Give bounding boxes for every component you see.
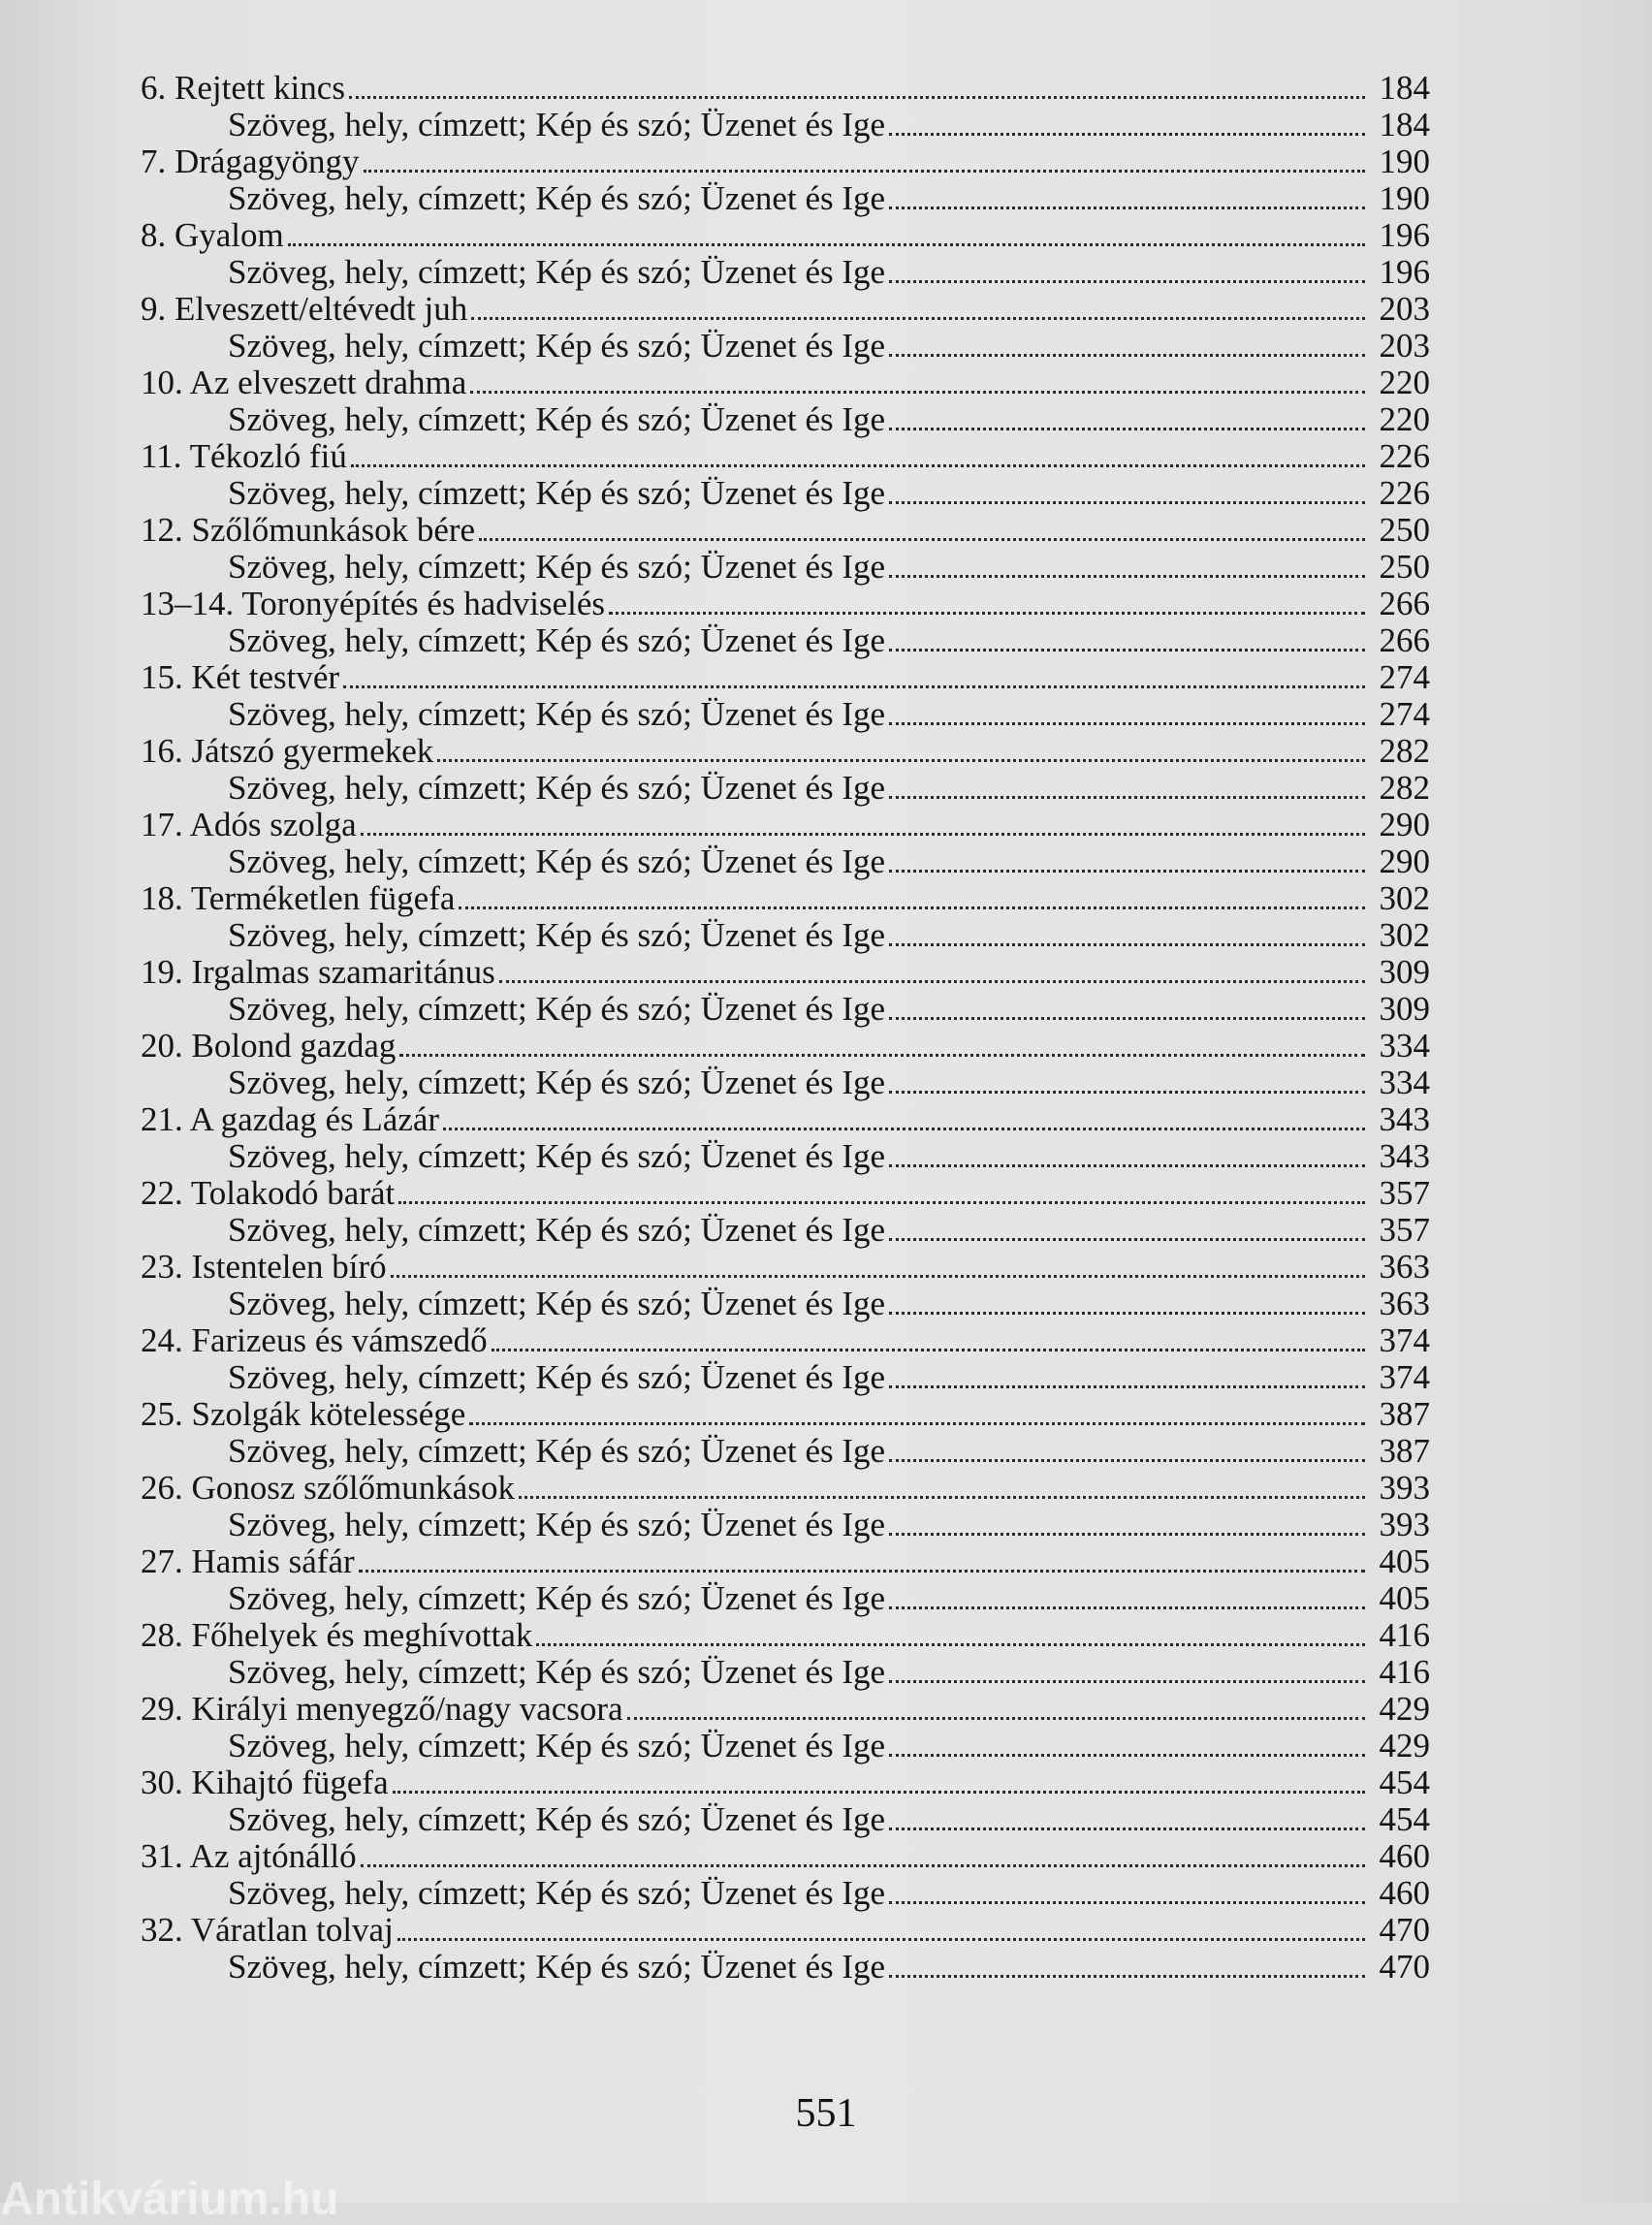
toc-entry bbox=[141, 1175, 1430, 1249]
toc-subentry-title: Szöveg, hely, címzett; Kép és szó; Üzenet és Ige bbox=[228, 1506, 886, 1543]
toc-subentry-title: Szöveg, hely, címzett; Kép és szó; Üzenet és Ige bbox=[228, 769, 886, 807]
toc-entry-line bbox=[141, 954, 1430, 991]
toc-subentry-line bbox=[141, 917, 1430, 954]
toc-entry-title: 23. Istentelen bíró bbox=[141, 1248, 387, 1286]
toc-subentry-title: Szöveg, hely, címzett; Kép és szó; Üzenet és Ige bbox=[228, 548, 886, 586]
dot-leader bbox=[889, 501, 1365, 504]
dot-leader bbox=[889, 870, 1365, 873]
toc-subentry-page: 460 bbox=[1379, 1874, 1430, 1912]
toc-subentry-line bbox=[141, 770, 1430, 807]
dot-leader bbox=[361, 1864, 1365, 1867]
toc-subentry-line bbox=[141, 1138, 1430, 1175]
dot-leader bbox=[889, 1680, 1365, 1683]
toc-entry bbox=[141, 954, 1430, 1028]
toc-subentry-title: Szöveg, hely, címzett; Kép és szó; Üzenet és Ige bbox=[228, 990, 886, 1028]
toc-subentry-page: 196 bbox=[1379, 253, 1430, 291]
toc-subentry-page: 357 bbox=[1379, 1211, 1430, 1249]
dot-leader bbox=[391, 1275, 1365, 1278]
dot-leader bbox=[479, 538, 1365, 541]
toc-entry-page: 184 bbox=[1379, 69, 1430, 107]
toc-subentry-line bbox=[141, 843, 1430, 880]
toc-subentry-title: Szöveg, hely, címzett; Kép és szó; Üzenet és Ige bbox=[228, 106, 886, 143]
toc-entry-line bbox=[141, 733, 1430, 770]
toc-entry-line bbox=[141, 291, 1430, 328]
toc-entry-title: 29. Királyi menyegző/nagy vacsora bbox=[141, 1690, 623, 1728]
toc-entry-line bbox=[141, 1691, 1430, 1728]
dot-leader bbox=[437, 759, 1365, 762]
toc-entry-page: 250 bbox=[1379, 511, 1430, 549]
toc-subentry-line bbox=[141, 549, 1430, 586]
toc-entry bbox=[141, 1691, 1430, 1764]
dot-leader bbox=[889, 1385, 1365, 1388]
toc-entry-page: 460 bbox=[1379, 1837, 1430, 1875]
dot-leader bbox=[471, 317, 1365, 320]
dot-leader bbox=[889, 575, 1365, 578]
toc-entry-line bbox=[141, 807, 1430, 843]
toc-entry-line bbox=[141, 1396, 1430, 1433]
toc-entry-title: 25. Szolgák kötelessége bbox=[141, 1395, 466, 1433]
toc-subentry-title: Szöveg, hely, címzett; Kép és szó; Üzenet és Ige bbox=[228, 916, 886, 954]
dot-leader bbox=[889, 1901, 1365, 1904]
toc-entry-line bbox=[141, 1543, 1430, 1580]
toc-entry bbox=[141, 1912, 1430, 1986]
toc-entry-title: 27. Hamis sáfár bbox=[141, 1542, 355, 1580]
toc-subentry-line bbox=[141, 328, 1430, 365]
toc-subentry-page: 416 bbox=[1379, 1653, 1430, 1691]
dot-leader bbox=[492, 1349, 1365, 1351]
dot-leader bbox=[393, 1791, 1365, 1794]
toc-entry-page: 357 bbox=[1379, 1174, 1430, 1212]
toc-entry-title: 16. Játszó gyermekek bbox=[141, 732, 434, 770]
toc-entry bbox=[141, 1470, 1430, 1543]
toc-subentry-page: 393 bbox=[1379, 1506, 1430, 1543]
toc-entry-line bbox=[141, 70, 1430, 107]
toc-entry bbox=[141, 880, 1430, 954]
toc-entry-page: 290 bbox=[1379, 806, 1430, 843]
dot-leader bbox=[889, 1754, 1365, 1757]
toc-subentry-title: Szöveg, hely, címzett; Kép és szó; Üzenet és Ige bbox=[228, 1874, 886, 1912]
dot-leader bbox=[343, 685, 1365, 688]
toc-entry-title: 8. Gyalom bbox=[141, 216, 284, 254]
toc-entry-page: 363 bbox=[1379, 1248, 1430, 1286]
toc-entry-line bbox=[141, 1175, 1430, 1212]
toc-entry-line bbox=[141, 1028, 1430, 1065]
toc-subentry-line bbox=[141, 1065, 1430, 1101]
toc-subentry-page: 343 bbox=[1379, 1137, 1430, 1175]
toc-subentry-page: 190 bbox=[1379, 179, 1430, 217]
toc-entry bbox=[141, 217, 1430, 291]
toc-entry-title: 20. Bolond gazdag bbox=[141, 1027, 397, 1065]
toc-entry-line bbox=[141, 1912, 1430, 1949]
toc-entry-title: 13–14. Toronyépítés és hadviselés bbox=[141, 585, 606, 622]
toc-entry bbox=[141, 586, 1430, 659]
toc-subentry-page: 203 bbox=[1379, 327, 1430, 365]
toc-entry-line bbox=[141, 365, 1430, 401]
toc-subentry-line bbox=[141, 475, 1430, 512]
toc-entry bbox=[141, 1838, 1430, 1912]
toc-entry-page: 429 bbox=[1379, 1690, 1430, 1728]
toc-entry-title: 7. Drágagyöngy bbox=[141, 143, 360, 180]
toc-entry bbox=[141, 1322, 1430, 1396]
toc-subentry-title: Szöveg, hely, címzett; Kép és szó; Üzenet és Ige bbox=[228, 474, 886, 512]
toc-subentry-page: 184 bbox=[1379, 106, 1430, 143]
dot-leader bbox=[889, 1017, 1365, 1020]
dot-leader bbox=[469, 1422, 1365, 1425]
toc-subentry-page: 363 bbox=[1379, 1285, 1430, 1322]
toc-entry bbox=[141, 438, 1430, 512]
toc-entry-line bbox=[141, 438, 1430, 475]
dot-leader bbox=[889, 280, 1365, 283]
toc-subentry-page: 309 bbox=[1379, 990, 1430, 1028]
toc-entry bbox=[141, 807, 1430, 880]
toc-subentry-title: Szöveg, hely, címzett; Kép és szó; Üzenet és Ige bbox=[228, 1800, 886, 1838]
toc-entry-page: 393 bbox=[1379, 1469, 1430, 1507]
toc-entry-page: 266 bbox=[1379, 585, 1430, 622]
dot-leader bbox=[889, 1533, 1365, 1536]
toc-subentry-line bbox=[141, 1212, 1430, 1249]
dot-leader bbox=[889, 722, 1365, 725]
toc-entry-line bbox=[141, 1838, 1430, 1875]
toc-entry-page: 274 bbox=[1379, 658, 1430, 696]
toc-entry bbox=[141, 512, 1430, 586]
toc-entry-line bbox=[141, 1101, 1430, 1138]
dot-leader bbox=[889, 428, 1365, 430]
dot-leader bbox=[470, 391, 1365, 394]
toc-subentry-title: Szöveg, hely, címzett; Kép és szó; Üzenet és Ige bbox=[228, 1064, 886, 1101]
dot-leader bbox=[459, 906, 1365, 909]
toc-subentry-line bbox=[141, 1580, 1430, 1617]
toc-subentry-title: Szöveg, hely, címzett; Kép és szó; Üzenet és Ige bbox=[228, 1653, 886, 1691]
dot-leader bbox=[889, 796, 1365, 799]
toc-entry-page: 309 bbox=[1379, 953, 1430, 991]
toc-entry bbox=[141, 143, 1430, 217]
toc-subentry-page: 429 bbox=[1379, 1727, 1430, 1764]
toc-subentry-title: Szöveg, hely, címzett; Kép és szó; Üzenet és Ige bbox=[228, 179, 886, 217]
toc-entry-page: 387 bbox=[1379, 1395, 1430, 1433]
toc-entry-line bbox=[141, 659, 1430, 696]
toc-subentry-page: 266 bbox=[1379, 621, 1430, 659]
toc-subentry-line bbox=[141, 1801, 1430, 1838]
toc-subentry-line bbox=[141, 1949, 1430, 1986]
dot-leader bbox=[889, 1091, 1365, 1094]
toc-subentry-page: 374 bbox=[1379, 1358, 1430, 1396]
toc-entry-page: 203 bbox=[1379, 290, 1430, 328]
dot-leader bbox=[364, 170, 1365, 173]
toc-subentry-line bbox=[141, 1728, 1430, 1764]
toc-entry-line bbox=[141, 1322, 1430, 1359]
dot-leader bbox=[359, 1570, 1365, 1573]
toc-subentry-line bbox=[141, 401, 1430, 438]
toc-subentry-line bbox=[141, 1507, 1430, 1543]
toc-entry-page: 282 bbox=[1379, 732, 1430, 770]
toc-entry-page: 334 bbox=[1379, 1027, 1430, 1065]
dot-leader bbox=[889, 943, 1365, 946]
toc-subentry-title: Szöveg, hely, címzett; Kép és szó; Üzenet és Ige bbox=[228, 253, 886, 291]
toc-entry-page: 343 bbox=[1379, 1100, 1430, 1138]
toc-entry-line bbox=[141, 217, 1430, 254]
toc-entry-page: 374 bbox=[1379, 1321, 1430, 1359]
toc-entry-title: 9. Elveszett/eltévedt juh bbox=[141, 290, 468, 328]
toc-entry-line bbox=[141, 1617, 1430, 1654]
toc-subentry-line bbox=[141, 180, 1430, 217]
toc-entry bbox=[141, 70, 1430, 143]
toc-subentry-page: 405 bbox=[1379, 1579, 1430, 1617]
dot-leader bbox=[351, 464, 1365, 467]
toc-entry bbox=[141, 1101, 1430, 1175]
toc-entry-title: 6. Rejtett kincs bbox=[141, 69, 345, 107]
toc-entry bbox=[141, 1617, 1430, 1691]
page-number: 551 bbox=[795, 2091, 857, 2136]
toc-entry-page: 190 bbox=[1379, 143, 1430, 180]
toc-entry-line bbox=[141, 1764, 1430, 1801]
dot-leader bbox=[889, 1164, 1365, 1167]
toc-entry bbox=[141, 1764, 1430, 1838]
toc-entry bbox=[141, 1543, 1430, 1617]
toc-subentry-page: 334 bbox=[1379, 1064, 1430, 1101]
toc-subentry-line bbox=[141, 696, 1430, 733]
toc-subentry-title: Szöveg, hely, címzett; Kép és szó; Üzenet és Ige bbox=[228, 1137, 886, 1175]
dot-leader bbox=[399, 1054, 1365, 1057]
toc-entry-page: 405 bbox=[1379, 1542, 1430, 1580]
toc-entry bbox=[141, 365, 1430, 438]
toc-entry-page: 302 bbox=[1379, 879, 1430, 917]
toc-entry-title: 19. Irgalmas szamaritánus bbox=[141, 953, 495, 991]
toc-entry-page: 470 bbox=[1379, 1911, 1430, 1949]
toc-entry-title: 10. Az elveszett drahma bbox=[141, 364, 467, 401]
toc-subentry-page: 470 bbox=[1379, 1948, 1430, 1986]
toc-subentry-title: Szöveg, hely, címzett; Kép és szó; Üzenet és Ige bbox=[228, 1432, 886, 1470]
toc-subentry-page: 387 bbox=[1379, 1432, 1430, 1470]
toc-subentry-title: Szöveg, hely, címzett; Kép és szó; Üzenet és Ige bbox=[228, 327, 886, 365]
dot-leader bbox=[627, 1717, 1365, 1720]
toc-subentry-page: 226 bbox=[1379, 474, 1430, 512]
toc-entry bbox=[141, 1028, 1430, 1101]
toc-entry-page: 416 bbox=[1379, 1616, 1430, 1654]
toc-subentry-line bbox=[141, 622, 1430, 659]
toc-entry-page: 196 bbox=[1379, 216, 1430, 254]
toc-entry-title: 11. Tékozló fiú bbox=[141, 437, 347, 475]
toc-subentry-line bbox=[141, 254, 1430, 291]
dot-leader bbox=[349, 96, 1365, 99]
dot-leader bbox=[889, 1238, 1365, 1241]
dot-leader bbox=[889, 1828, 1365, 1830]
toc-subentry-line bbox=[141, 991, 1430, 1028]
dot-leader bbox=[889, 1459, 1365, 1462]
toc-entry-title: 24. Farizeus és vámszedő bbox=[141, 1321, 488, 1359]
dot-leader bbox=[889, 133, 1365, 136]
toc-entry-page: 454 bbox=[1379, 1764, 1430, 1801]
toc-subentry-line bbox=[141, 1359, 1430, 1396]
table-of-contents bbox=[141, 70, 1430, 1986]
toc-entry-title: 26. Gonosz szőlőmunkások bbox=[141, 1469, 515, 1507]
toc-entry-line bbox=[141, 1470, 1430, 1507]
toc-entry-title: 22. Tolakodó barát bbox=[141, 1174, 396, 1212]
dot-leader bbox=[443, 1128, 1365, 1130]
toc-entry-title: 17. Adós szolga bbox=[141, 806, 357, 843]
toc-subentry-line bbox=[141, 1286, 1430, 1322]
dot-leader bbox=[288, 243, 1365, 246]
toc-entry-title: 28. Főhelyek és meghívottak bbox=[141, 1616, 533, 1654]
toc-entry-title: 32. Váratlan tolvaj bbox=[141, 1911, 394, 1949]
dot-leader bbox=[889, 1975, 1365, 1978]
toc-entry-line bbox=[141, 143, 1430, 180]
toc-entry-line bbox=[141, 880, 1430, 917]
dot-leader bbox=[519, 1496, 1365, 1499]
toc-subentry-title: Szöveg, hely, címzett; Kép és szó; Üzenet és Ige bbox=[228, 1579, 886, 1617]
dot-leader bbox=[398, 1201, 1365, 1204]
toc-subentry-line bbox=[141, 107, 1430, 143]
toc-subentry-title: Szöveg, hely, címzett; Kép és szó; Üzenet és Ige bbox=[228, 1358, 886, 1396]
dot-leader bbox=[889, 649, 1365, 652]
toc-subentry-page: 302 bbox=[1379, 916, 1430, 954]
toc-subentry-page: 274 bbox=[1379, 695, 1430, 733]
toc-subentry-page: 282 bbox=[1379, 769, 1430, 807]
toc-subentry-title: Szöveg, hely, címzett; Kép és szó; Üzenet és Ige bbox=[228, 842, 886, 880]
toc-entry bbox=[141, 733, 1430, 807]
toc-subentry-line bbox=[141, 1875, 1430, 1912]
toc-subentry-title: Szöveg, hely, címzett; Kép és szó; Üzenet és Ige bbox=[228, 1727, 886, 1764]
toc-entry-line bbox=[141, 512, 1430, 549]
toc-entry-title: 31. Az ajtónálló bbox=[141, 1837, 357, 1875]
toc-entry bbox=[141, 1396, 1430, 1470]
dot-leader bbox=[889, 354, 1365, 357]
toc-entry-title: 15. Két testvér bbox=[141, 658, 340, 696]
dot-leader bbox=[397, 1938, 1365, 1941]
toc-subentry-page: 220 bbox=[1379, 400, 1430, 438]
dot-leader bbox=[889, 207, 1365, 209]
dot-leader bbox=[499, 980, 1365, 983]
watermark: Antikvárium.hu bbox=[0, 2174, 339, 2225]
toc-entry-title: 18. Terméketlen fügefa bbox=[141, 879, 456, 917]
toc-entry bbox=[141, 291, 1430, 365]
toc-entry-title: 21. A gazdag és Lázár bbox=[141, 1100, 440, 1138]
toc-entry-page: 220 bbox=[1379, 364, 1430, 401]
toc-entry bbox=[141, 1249, 1430, 1322]
toc-subentry-title: Szöveg, hely, címzett; Kép és szó; Üzenet és Ige bbox=[228, 621, 886, 659]
toc-subentry-line bbox=[141, 1433, 1430, 1470]
toc-subentry-page: 290 bbox=[1379, 842, 1430, 880]
toc-subentry-title: Szöveg, hely, címzett; Kép és szó; Üzenet és Ige bbox=[228, 1948, 886, 1986]
toc-subentry-title: Szöveg, hely, címzett; Kép és szó; Üzenet és Ige bbox=[228, 400, 886, 438]
dot-leader bbox=[889, 1606, 1365, 1609]
dot-leader bbox=[536, 1643, 1365, 1646]
toc-subentry-page: 454 bbox=[1379, 1800, 1430, 1838]
toc-entry bbox=[141, 659, 1430, 733]
toc-subentry-page: 250 bbox=[1379, 548, 1430, 586]
toc-entry-title: 12. Szőlőmunkások bére bbox=[141, 511, 476, 549]
toc-subentry-title: Szöveg, hely, címzett; Kép és szó; Üzenet és Ige bbox=[228, 1211, 886, 1249]
toc-entry-page: 226 bbox=[1379, 437, 1430, 475]
toc-subentry-line bbox=[141, 1654, 1430, 1691]
dot-leader bbox=[609, 612, 1365, 615]
toc-entry-line bbox=[141, 1249, 1430, 1286]
toc-subentry-title: Szöveg, hely, címzett; Kép és szó; Üzenet és Ige bbox=[228, 695, 886, 733]
dot-leader bbox=[889, 1312, 1365, 1315]
dot-leader bbox=[361, 833, 1365, 836]
toc-entry-title: 30. Kihajtó fügefa bbox=[141, 1764, 389, 1801]
toc-entry-line bbox=[141, 586, 1430, 622]
toc-subentry-title: Szöveg, hely, címzett; Kép és szó; Üzenet és Ige bbox=[228, 1285, 886, 1322]
